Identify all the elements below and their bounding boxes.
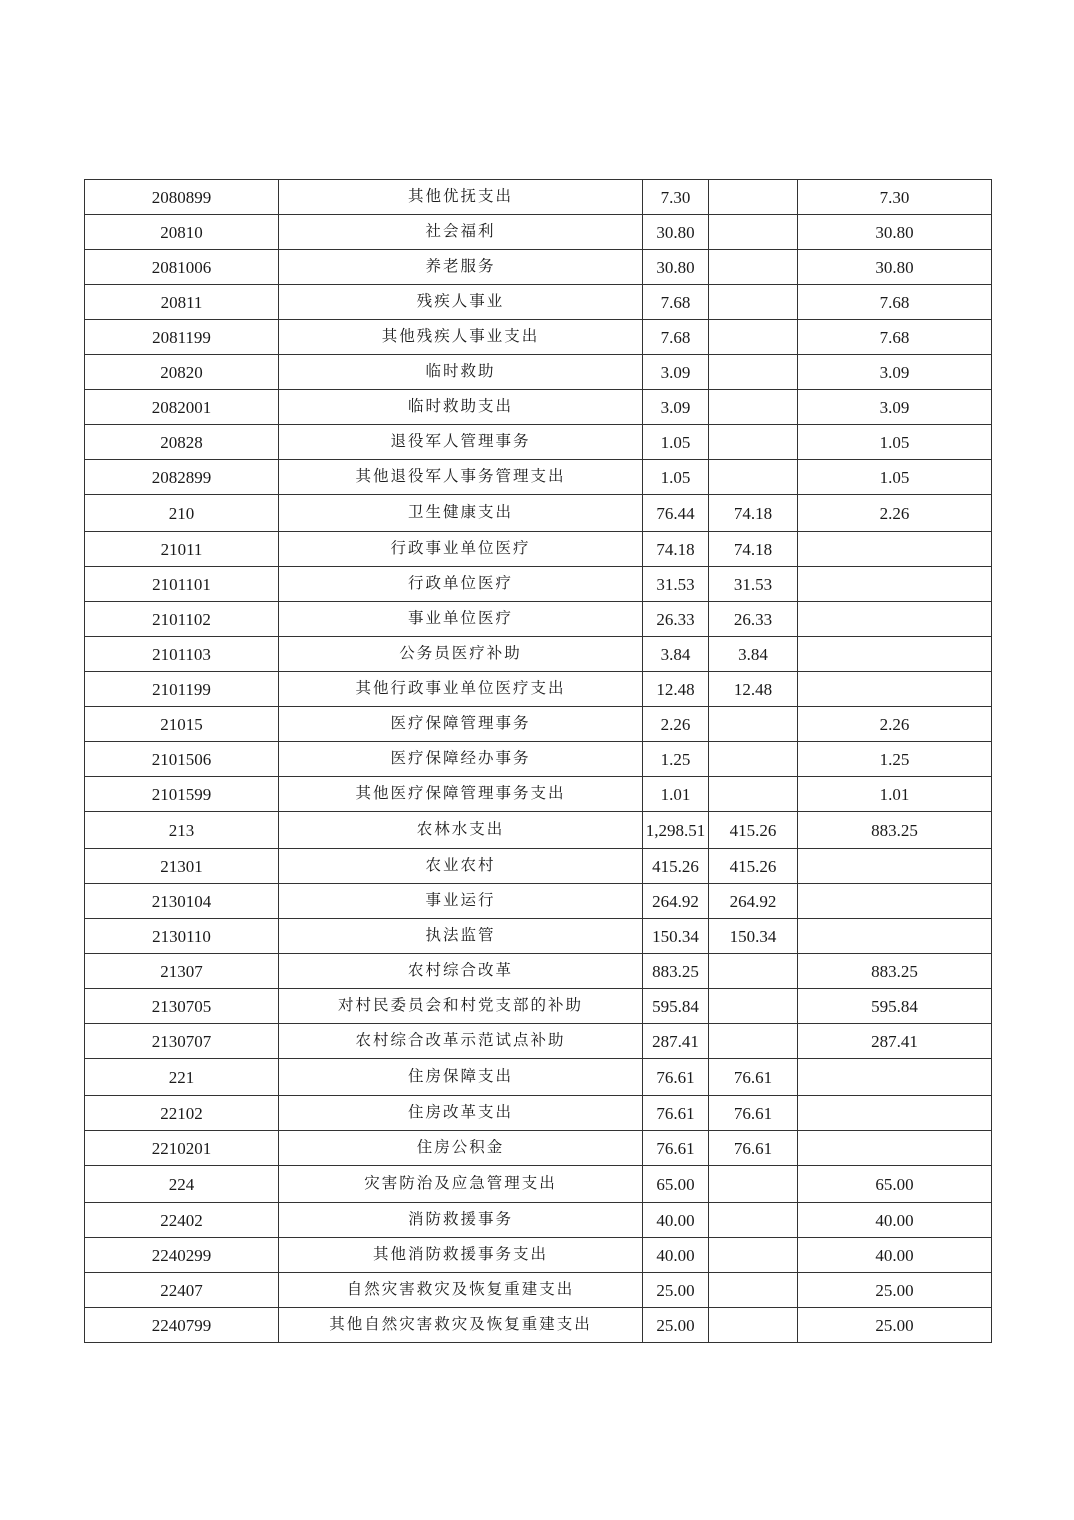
project-expenditure-cell (798, 567, 992, 602)
basic-expenditure-cell: 76.61 (709, 1096, 798, 1131)
subject-name-cell: 农村综合改革 (279, 954, 643, 989)
basic-expenditure-cell: 3.84 (709, 637, 798, 672)
subject-name-cell: 事业运行 (279, 884, 643, 919)
table-row (85, 989, 992, 1024)
subject-name-cell: 自然灾害救灾及恢复重建支出 (279, 1273, 643, 1308)
subject-name-cell: 执法监管 (279, 919, 643, 954)
subject-code-cell: 2101199 (85, 672, 279, 707)
project-expenditure-cell: 883.25 (798, 954, 992, 989)
project-expenditure-cell: 7.68 (798, 285, 992, 320)
table-row (85, 849, 992, 884)
table-row (85, 320, 992, 355)
subject-code-cell: 20820 (85, 355, 279, 390)
subject-code-cell: 213 (85, 812, 279, 849)
subject-name-cell: 农业农村 (279, 849, 643, 884)
subject-code-cell: 210 (85, 495, 279, 532)
total-amount-cell: 3.09 (643, 355, 709, 390)
project-expenditure-cell (798, 1096, 992, 1131)
table-row (85, 954, 992, 989)
subject-name-cell: 对村民委员会和村党支部的补助 (279, 989, 643, 1024)
subject-code-cell: 22402 (85, 1203, 279, 1238)
project-expenditure-cell (798, 602, 992, 637)
subject-code-cell: 20811 (85, 285, 279, 320)
project-expenditure-cell: 883.25 (798, 812, 992, 849)
subject-name-cell: 住房改革支出 (279, 1096, 643, 1131)
table-row (85, 180, 992, 215)
basic-expenditure-cell (709, 707, 798, 742)
total-amount-cell: 7.68 (643, 320, 709, 355)
basic-expenditure-cell (709, 1273, 798, 1308)
table-row (85, 884, 992, 919)
table-row (85, 285, 992, 320)
table-row (85, 1024, 992, 1059)
basic-expenditure-cell (709, 180, 798, 215)
table-row (85, 532, 992, 567)
project-expenditure-cell: 30.80 (798, 250, 992, 285)
project-expenditure-cell: 40.00 (798, 1203, 992, 1238)
basic-expenditure-cell (709, 1203, 798, 1238)
basic-expenditure-cell (709, 1166, 798, 1203)
table-row (85, 1059, 992, 1096)
subject-name-cell: 农林水支出 (279, 812, 643, 849)
project-expenditure-cell: 7.68 (798, 320, 992, 355)
subject-code-cell: 2240299 (85, 1238, 279, 1273)
basic-expenditure-cell: 76.61 (709, 1131, 798, 1166)
basic-expenditure-cell (709, 355, 798, 390)
project-expenditure-cell (798, 919, 992, 954)
subject-name-cell: 其他残疾人事业支出 (279, 320, 643, 355)
total-amount-cell: 76.61 (643, 1131, 709, 1166)
total-amount-cell: 3.84 (643, 637, 709, 672)
project-expenditure-cell: 1.25 (798, 742, 992, 777)
table-row (85, 567, 992, 602)
project-expenditure-cell: 25.00 (798, 1273, 992, 1308)
subject-name-cell: 社会福利 (279, 215, 643, 250)
basic-expenditure-cell (709, 390, 798, 425)
total-amount-cell: 3.09 (643, 390, 709, 425)
table-row (85, 355, 992, 390)
total-amount-cell: 65.00 (643, 1166, 709, 1203)
total-amount-cell: 76.44 (643, 495, 709, 532)
subject-code-cell: 21015 (85, 707, 279, 742)
subject-code-cell: 2081199 (85, 320, 279, 355)
subject-code-cell: 2130707 (85, 1024, 279, 1059)
project-expenditure-cell: 65.00 (798, 1166, 992, 1203)
basic-expenditure-cell (709, 285, 798, 320)
table-row (85, 919, 992, 954)
total-amount-cell: 26.33 (643, 602, 709, 637)
subject-code-cell: 2130104 (85, 884, 279, 919)
basic-expenditure-cell (709, 742, 798, 777)
subject-name-cell: 医疗保障经办事务 (279, 742, 643, 777)
subject-code-cell: 224 (85, 1166, 279, 1203)
subject-code-cell: 21301 (85, 849, 279, 884)
total-amount-cell: 264.92 (643, 884, 709, 919)
total-amount-cell: 74.18 (643, 532, 709, 567)
total-amount-cell: 25.00 (643, 1308, 709, 1343)
basic-expenditure-cell (709, 777, 798, 812)
subject-name-cell: 临时救助支出 (279, 390, 643, 425)
subject-name-cell: 其他自然灾害救灾及恢复重建支出 (279, 1308, 643, 1343)
project-expenditure-cell (798, 1131, 992, 1166)
project-expenditure-cell: 595.84 (798, 989, 992, 1024)
subject-name-cell: 其他行政事业单位医疗支出 (279, 672, 643, 707)
project-expenditure-cell: 1.01 (798, 777, 992, 812)
basic-expenditure-cell: 26.33 (709, 602, 798, 637)
table-row (85, 495, 992, 532)
total-amount-cell: 150.34 (643, 919, 709, 954)
budget-table (84, 179, 992, 1343)
table-row (85, 1131, 992, 1166)
project-expenditure-cell: 3.09 (798, 390, 992, 425)
project-expenditure-cell: 287.41 (798, 1024, 992, 1059)
project-expenditure-cell (798, 884, 992, 919)
total-amount-cell: 1.05 (643, 425, 709, 460)
total-amount-cell: 1.05 (643, 460, 709, 495)
table-row (85, 812, 992, 849)
basic-expenditure-cell: 415.26 (709, 812, 798, 849)
total-amount-cell: 7.68 (643, 285, 709, 320)
subject-name-cell: 退役军人管理事务 (279, 425, 643, 460)
subject-name-cell: 住房保障支出 (279, 1059, 643, 1096)
subject-code-cell: 2101101 (85, 567, 279, 602)
project-expenditure-cell: 3.09 (798, 355, 992, 390)
subject-name-cell: 行政事业单位医疗 (279, 532, 643, 567)
project-expenditure-cell: 2.26 (798, 707, 992, 742)
subject-code-cell: 22102 (85, 1096, 279, 1131)
subject-name-cell: 住房公积金 (279, 1131, 643, 1166)
subject-code-cell: 21011 (85, 532, 279, 567)
subject-name-cell: 农村综合改革示范试点补助 (279, 1024, 643, 1059)
total-amount-cell: 76.61 (643, 1059, 709, 1096)
table-row (85, 1238, 992, 1273)
project-expenditure-cell: 25.00 (798, 1308, 992, 1343)
basic-expenditure-cell: 74.18 (709, 532, 798, 567)
subject-name-cell: 医疗保障管理事务 (279, 707, 643, 742)
table-row (85, 460, 992, 495)
basic-expenditure-cell: 31.53 (709, 567, 798, 602)
project-expenditure-cell: 40.00 (798, 1238, 992, 1273)
basic-expenditure-cell: 76.61 (709, 1059, 798, 1096)
total-amount-cell: 7.30 (643, 180, 709, 215)
basic-expenditure-cell: 150.34 (709, 919, 798, 954)
subject-name-cell: 卫生健康支出 (279, 495, 643, 532)
subject-code-cell: 2101506 (85, 742, 279, 777)
subject-name-cell: 消防救援事务 (279, 1203, 643, 1238)
project-expenditure-cell (798, 849, 992, 884)
project-expenditure-cell: 30.80 (798, 215, 992, 250)
subject-code-cell: 2101103 (85, 637, 279, 672)
budget-table-body (85, 180, 992, 1343)
project-expenditure-cell: 1.05 (798, 425, 992, 460)
total-amount-cell: 1.01 (643, 777, 709, 812)
subject-code-cell: 2210201 (85, 1131, 279, 1166)
total-amount-cell: 31.53 (643, 567, 709, 602)
subject-code-cell: 2081006 (85, 250, 279, 285)
subject-code-cell: 22407 (85, 1273, 279, 1308)
subject-code-cell: 2130705 (85, 989, 279, 1024)
project-expenditure-cell: 7.30 (798, 180, 992, 215)
basic-expenditure-cell (709, 250, 798, 285)
basic-expenditure-cell: 74.18 (709, 495, 798, 532)
table-row (85, 215, 992, 250)
basic-expenditure-cell (709, 1238, 798, 1273)
subject-code-cell: 221 (85, 1059, 279, 1096)
subject-name-cell: 其他优抚支出 (279, 180, 643, 215)
table-row (85, 637, 992, 672)
total-amount-cell: 595.84 (643, 989, 709, 1024)
total-amount-cell: 30.80 (643, 250, 709, 285)
table-row (85, 250, 992, 285)
basic-expenditure-cell (709, 215, 798, 250)
basic-expenditure-cell: 12.48 (709, 672, 798, 707)
subject-code-cell: 20828 (85, 425, 279, 460)
table-row (85, 1166, 992, 1203)
basic-expenditure-cell (709, 989, 798, 1024)
project-expenditure-cell: 2.26 (798, 495, 992, 532)
subject-name-cell: 行政单位医疗 (279, 567, 643, 602)
subject-code-cell: 2082899 (85, 460, 279, 495)
subject-code-cell: 2101599 (85, 777, 279, 812)
total-amount-cell: 883.25 (643, 954, 709, 989)
table-row (85, 1273, 992, 1308)
subject-name-cell: 其他消防救援事务支出 (279, 1238, 643, 1273)
subject-code-cell: 21307 (85, 954, 279, 989)
table-row (85, 707, 992, 742)
total-amount-cell: 76.61 (643, 1096, 709, 1131)
project-expenditure-cell (798, 637, 992, 672)
subject-code-cell: 2130110 (85, 919, 279, 954)
subject-name-cell: 临时救助 (279, 355, 643, 390)
total-amount-cell: 25.00 (643, 1273, 709, 1308)
table-row (85, 602, 992, 637)
table-row (85, 1203, 992, 1238)
project-expenditure-cell: 1.05 (798, 460, 992, 495)
subject-code-cell: 20810 (85, 215, 279, 250)
total-amount-cell: 1.25 (643, 742, 709, 777)
subject-name-cell: 其他退役军人事务管理支出 (279, 460, 643, 495)
total-amount-cell: 287.41 (643, 1024, 709, 1059)
subject-name-cell: 残疾人事业 (279, 285, 643, 320)
subject-code-cell: 2082001 (85, 390, 279, 425)
subject-code-cell: 2101102 (85, 602, 279, 637)
project-expenditure-cell (798, 532, 992, 567)
subject-name-cell: 灾害防治及应急管理支出 (279, 1166, 643, 1203)
total-amount-cell: 415.26 (643, 849, 709, 884)
project-expenditure-cell (798, 1059, 992, 1096)
basic-expenditure-cell: 415.26 (709, 849, 798, 884)
table-row (85, 390, 992, 425)
subject-name-cell: 养老服务 (279, 250, 643, 285)
basic-expenditure-cell (709, 1308, 798, 1343)
project-expenditure-cell (798, 672, 992, 707)
table-row (85, 1096, 992, 1131)
basic-expenditure-cell (709, 954, 798, 989)
total-amount-cell: 2.26 (643, 707, 709, 742)
basic-expenditure-cell (709, 1024, 798, 1059)
basic-expenditure-cell (709, 320, 798, 355)
basic-expenditure-cell (709, 460, 798, 495)
table-row (85, 672, 992, 707)
subject-code-cell: 2080899 (85, 180, 279, 215)
table-row (85, 1308, 992, 1343)
basic-expenditure-cell: 264.92 (709, 884, 798, 919)
table-row (85, 742, 992, 777)
subject-name-cell: 事业单位医疗 (279, 602, 643, 637)
total-amount-cell: 12.48 (643, 672, 709, 707)
total-amount-cell: 1,298.51 (643, 812, 709, 849)
subject-name-cell: 公务员医疗补助 (279, 637, 643, 672)
table-row (85, 777, 992, 812)
total-amount-cell: 40.00 (643, 1238, 709, 1273)
table-row (85, 425, 992, 460)
subject-code-cell: 2240799 (85, 1308, 279, 1343)
basic-expenditure-cell (709, 425, 798, 460)
subject-name-cell: 其他医疗保障管理事务支出 (279, 777, 643, 812)
total-amount-cell: 30.80 (643, 215, 709, 250)
total-amount-cell: 40.00 (643, 1203, 709, 1238)
